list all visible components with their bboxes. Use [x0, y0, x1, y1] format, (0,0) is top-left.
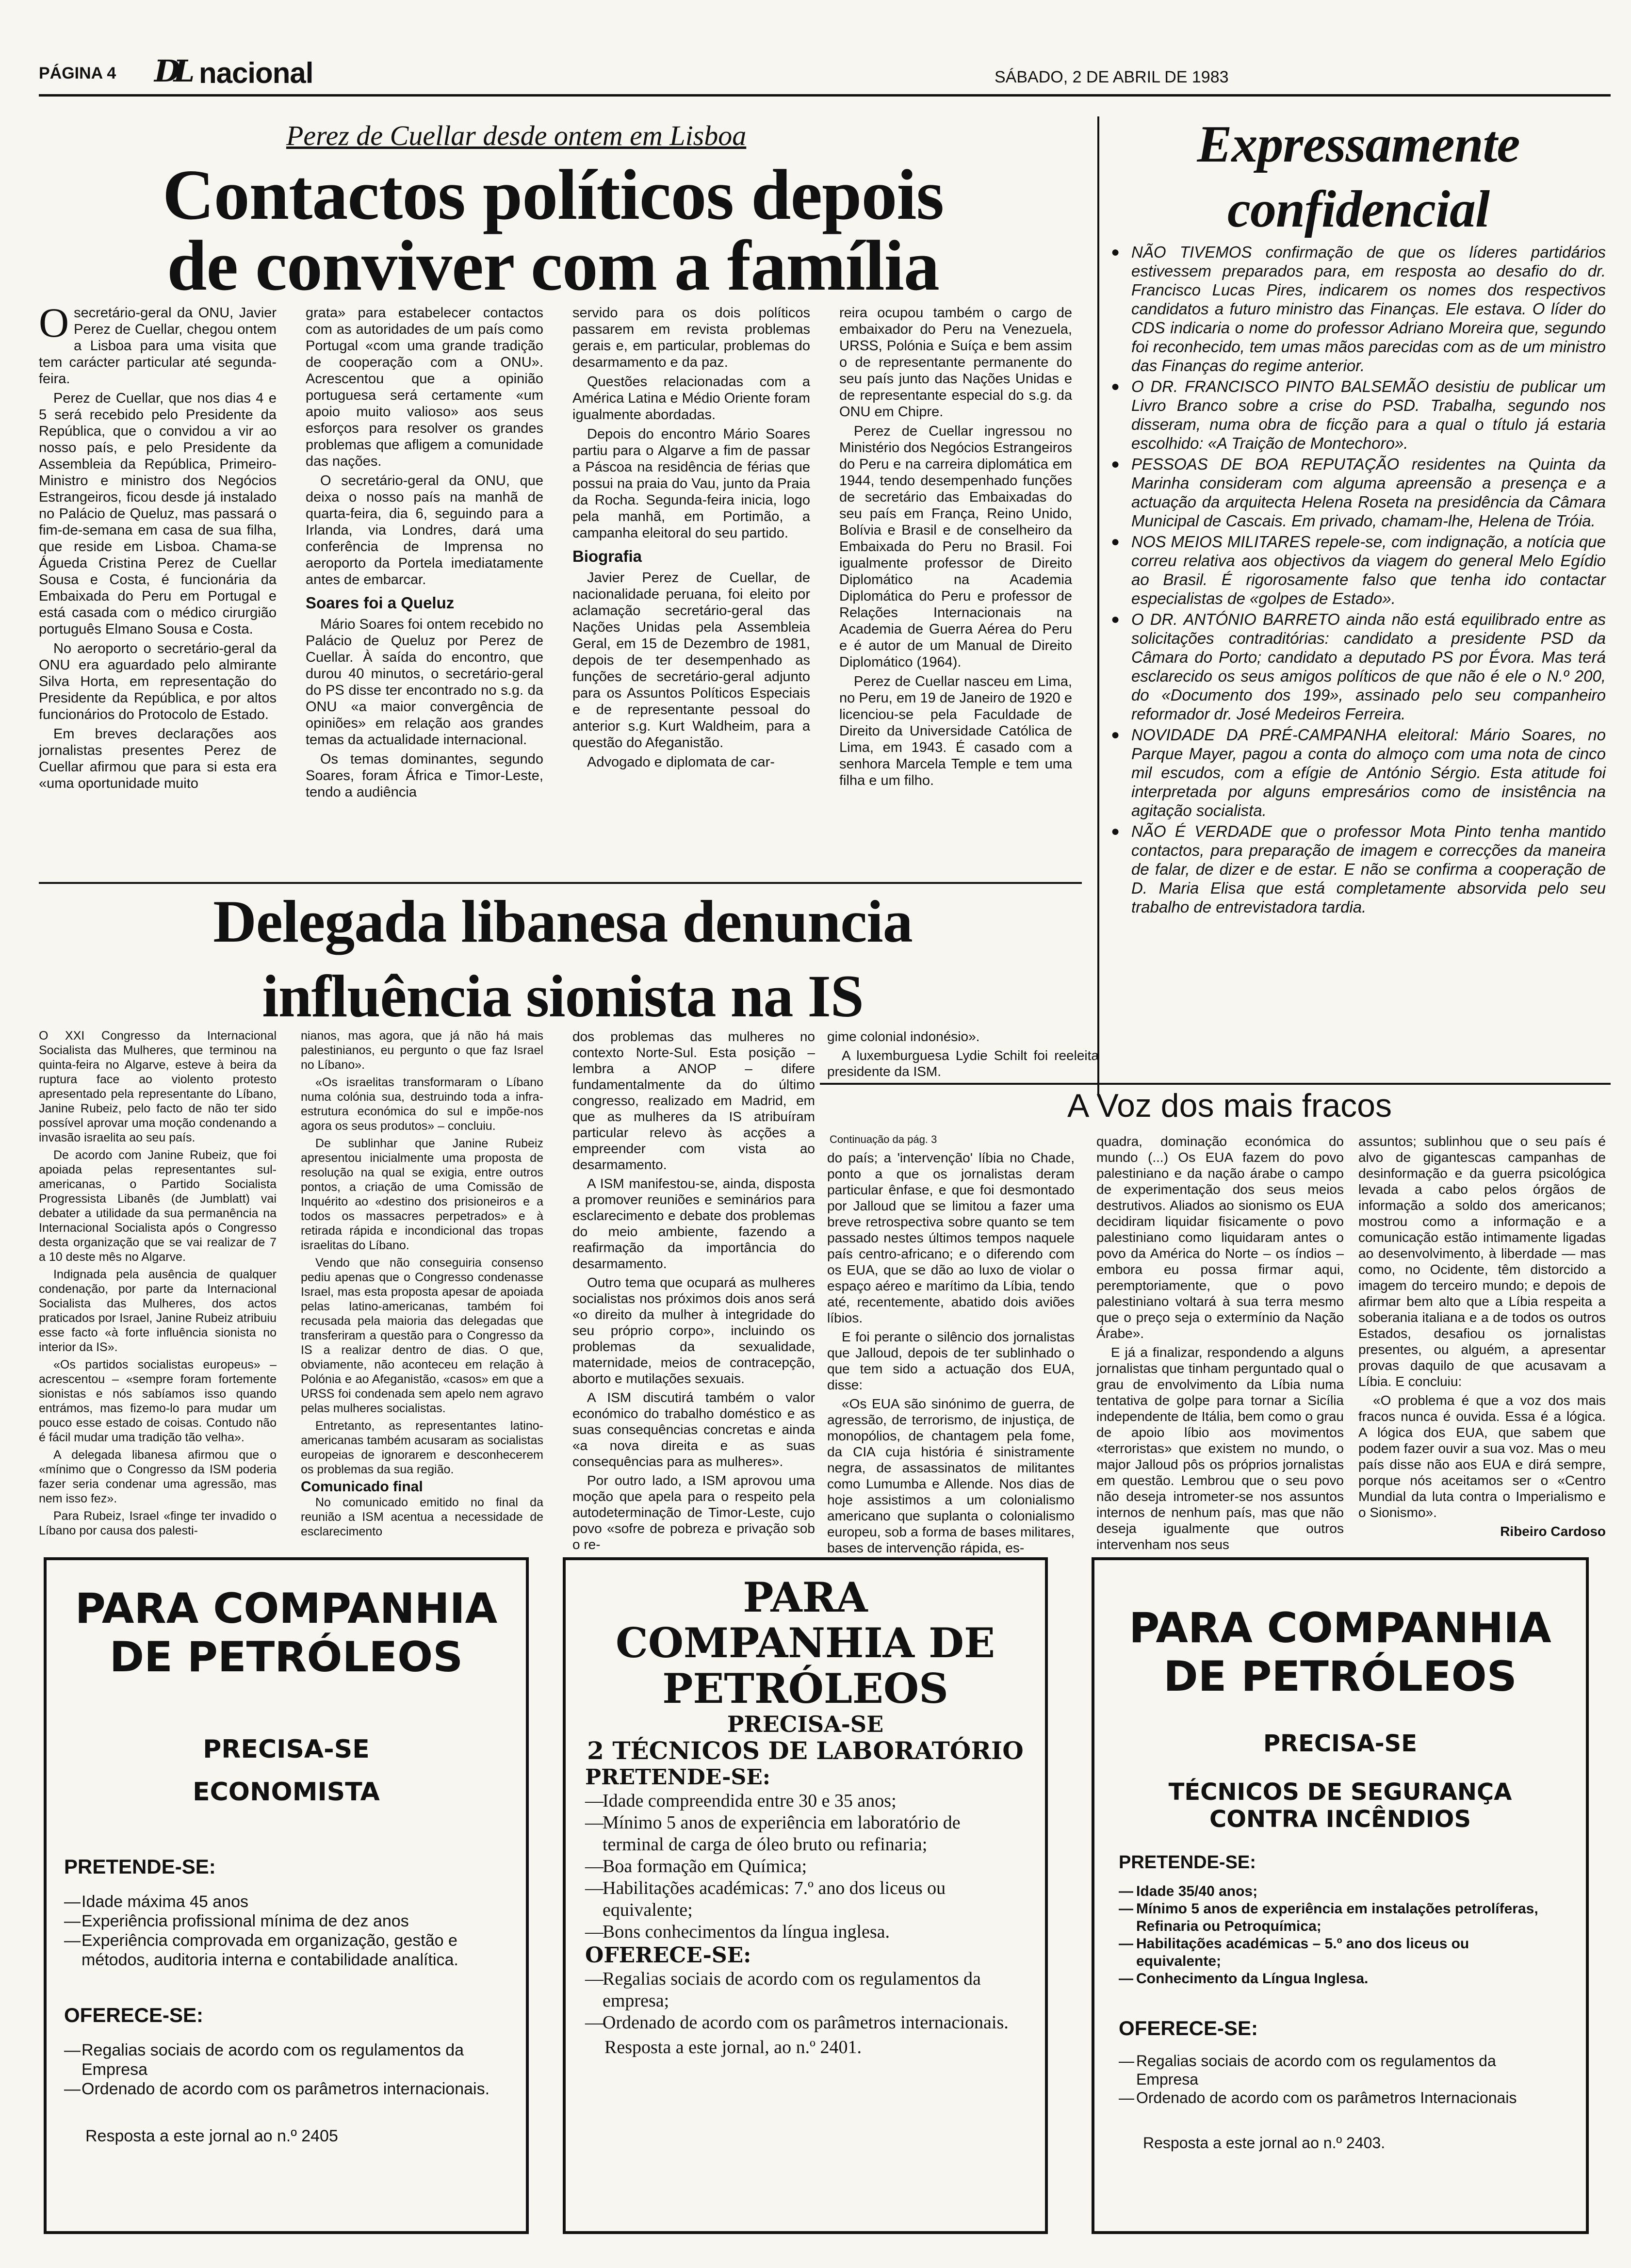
article1-subhead-soares: Soares foi a Queluz [306, 594, 455, 612]
article1-paragraph: Depois do encontro Mário Soares partiu para o Algarve a fim de passar a Páscoa na residência de férias que possui na praia do Vau, junto da Praia da Rocha. Segunda-feira inicia, logo pela manhã, em Portimão, a campanha eleitoral do seu partido. [572, 426, 810, 541]
article2-subhead: Comunicado final [301, 1479, 423, 1495]
article3-title: A Voz dos mais fracos [1067, 1087, 1392, 1124]
ad-requirement: — Idade compreendida entre 30 e 35 anos; [585, 1790, 1012, 1812]
article3-continuation: Continuação da pág. 3 [830, 1133, 937, 1145]
ad-requirement: — Experiência profissional mínima de dez anos [64, 1911, 491, 1931]
ad-requirement: — Bons conhecimentos da língua inglesa. [585, 1921, 1012, 1943]
article2-paragraph: «Os partidos socialistas europeus» – acrescentou – «sempre foram fortemente sionistas e nós sabíamos isso quando entrámos, mas fizemo-lo para mudar um pouco esse estado de coisas. Contudo não é fácil mudar uma tradição tão velha». [39, 1358, 277, 1444]
sidebar-item: ● O DR. ANTÓNIO BARRETO ainda não está equilibrado entre as solicitações contraditórias: candidato a presidente PSD da Câmara do Porto; candidato a deputado PS por Évora. Mas terá esclarecido os seus amigos políticos de que não é ele o N.º 200, do «Documento dos 199», assinado pelo seu companheiro reformador dr. José Medeiros Ferreira. [1111, 610, 1606, 723]
page-number: PÁGINA 4 [39, 64, 116, 82]
article1-col2 [306, 305, 543, 803]
ad-title-line2: DE PETRÓLEOS [1163, 1652, 1517, 1701]
sidebar-item: ● PESSOAS DE BOA REPUTAÇÃO residentes na Quinta da Marinha consideram com alguma apreensão a presença e a actuação da arquitecta Helena Roseta na presidência da Câmara Municipal de Cascais. Em privado, chamam-lhe, Helena de Tróia. [1111, 455, 1606, 530]
article1-bottom-rule [39, 882, 1082, 884]
article2-paragraph: Outro tema que ocupará as mulheres socialistas nos próximos dois anos será «o direito da mulher à integridade do seu próprio corpo», incluindo os problemas da sexualidade, maternidade, meios de contracepção, aborto e mutilações sexuais. [572, 1275, 815, 1386]
ad-title-line1: PARA COMPANHIA [75, 1584, 498, 1633]
masthead-rule [39, 94, 1611, 97]
ad-oferece: OFERECE-SE: [1119, 2017, 1258, 2040]
article1-paragraph: secretário-geral da ONU, Javier Perez de Cuellar, chegou ontem a Lisboa para uma visita que tem carácter particular até segunda-feira. [39, 305, 277, 387]
ad-oferece: OFERECE-SE: [64, 2004, 204, 2026]
article1-paragraph: grata» para estabelecer contactos com as autoridades de um país como Portugal «com uma grande tradição de cooperação com a ONU». Acrescentou que a opinião portuguesa será certamente «um apoio muito valioso» aos seus esforços para resolver os grandes problemas que afligem a comunidade das nações. [306, 305, 543, 469]
article3-paragraph: E foi perante o silêncio dos jornalistas que Jalloud, depois de ter sublinhado o que tem sido a actuação dos EUA, disse: [827, 1329, 1075, 1392]
article1-paragraph: Advogado e diplomata de car- [587, 754, 775, 770]
article1-paragraph: Javier Perez de Cuellar, de nacionalidade peruana, foi eleito por aclamação secretário-geral das Nações Unidas pela Assembleia Geral, em 15 de Dezembro de 1981, depois de ter desempenhado as funções de secretário-geral adjunto para os Assuntos Políticos Especiais e de representante pessoal do anterior s.g. Kurt Waldheim, para a questão do Afeganistão. [572, 570, 810, 751]
article3-col1 [827, 1150, 1075, 1559]
ad-title-line1: PARA [743, 1573, 868, 1621]
article2-title-line2: influência sionista na IS [262, 963, 864, 1029]
article2-paragraph: De acordo com Janine Rubeiz, que foi apoiada pelas representantes sul-americanas, o Partido Socialista Progressista Libanês (de Jumblatt) vai debater a utilidade da sua permanência na Internacional Socialista após o Congresso desta organização que se vai realizar de 7 a 10 deste mês no Algarve. [39, 1148, 277, 1264]
article2-col3 [572, 1028, 815, 1555]
article3-paragraph: assuntos; sublinhou que o seu país é alvo de gigantescas campanhas de desinformação e da guerra psicológica levada a cabo pelos órgãos de informação a soldo dos americanos; mostrou como a informação e a comunicação estão intimamente ligadas ao desenvolvimento, à liberdade — mas como, no Ocidente, têm distorcido a imagem do terceiro mundo; e depois de afirmar bem alto que a Líbia respeita a soberania italiana e a de todos os outros Estados, desafiou os jornalistas presentes, ou alguém, a apresentar provas daquilo de que acusavam a Líbia. E concluiu: [1358, 1134, 1606, 1389]
ad-benefit: — Ordenado de acordo com os parâmetros Internacionais [1119, 2089, 1555, 2107]
ad-role: ECONOMISTA [193, 1778, 380, 1807]
article2-paragraph: dos problemas das mulheres no contexto Norte-Sul. Esta posição – lembra a ANOP – difere fundamentalmente da do último congresso, realizado em Madrid, em que as mulheres da IS atribuíram particular relevo às acções a empreender com vista ao desarmamento. [572, 1029, 815, 1172]
article2-paragraph: Entretanto, as representantes latino-americanas também acusaram as socialistas europeias de ignorarem e desconhecerem os problemas da sua região. [301, 1419, 543, 1476]
ad-oferece-list [585, 1968, 1012, 2034]
article2-paragraph: Indignada pela ausência de qualquer condenação, por parte da Internacional Socialista das Mulheres, dos actos praticados por Israel, Janine Rubeiz atribuiu esse facto «à forte influência sionista no interior da IS». [39, 1268, 277, 1354]
ad-requirement: — Boa formação em Química; [585, 1856, 1012, 1877]
article2-paragraph: «Os israelitas transformaram o Líbano numa colónia sua, destruindo toda a infra-estrutura económica do sul e impõe-nos agora os seus produtos» – concluiu. [301, 1076, 543, 1133]
ad-pretende-list [585, 1790, 1012, 1943]
ad-pretende-list [1119, 1883, 1555, 1988]
article1-title-line1: Contactos políticos depois [162, 155, 944, 235]
ad-benefit: — Regalias sociais de acordo com os regulamentos da empresa; [585, 1968, 1012, 2012]
article3-paragraph: «O problema é que a voz dos mais fracos nunca é ouvida. Essa é a lógica. A lógica dos EUA, que sabem que podem fazer ouvir a sua voz. Mas o meu país disse não aos EUA e dirá sempre, porque nós aceitamos ser o «Centro Mundial da luta contra o Imperialismo e o Sionismo». [1358, 1393, 1606, 1520]
article1-paragraph: Questões relacionadas com a América Latina e Médio Oriente foram igualmente abordadas. [572, 374, 810, 423]
article1-paragraph: Perez de Cuellar ingressou no Ministério dos Negócios Estrangeiros do Peru e na carreira diplomática em 1944, tendo desempenhado funções de secretário das Embaixadas do seu país em França, Reino Unido, Bolívia e Brasil e de conselheiro da Embaixada do Peru no Brasil. Foi igualmente professor de Direito Diplomático na Academia Diplomática do Peru e professor de Relações Internacionais na Academia de Guerra Aérea do Peru e é autor de um Manual de Direito Diplomático (1964). [839, 424, 1072, 670]
ad-precisa: PRECISA-SE [727, 1711, 884, 1737]
ad-benefit: — Regalias sociais de acordo com os regulamentos da Empresa [1119, 2052, 1555, 2089]
article2-paragraph: Por outro lado, a ISM aprovou uma moção que apela para o respeito pela autodeterminação de Timor-Leste, cujo povo «sofre de pobreza e privação sob o re- [572, 1473, 815, 1552]
article1-paragraph: Perez de Cuellar, que nos dias 4 e 5 será recebido pelo Presidente da República, que o convidou a vir ao nosso país, e pelo Presidente da Assembleia da República, Primeiro-Ministro e ministro dos Negócios Estrangeiros, ficou desde já instalado no Palácio de Queluz, mas passará o fim-de-semana em casa de sua filha, que reside em Lisboa. Chama-se Águeda Cristina Perez de Cuellar Sousa e Costa, é funcionária da Embaixada do Peru em Portugal e está casada com o médico cirurgião português Elmano Sousa e Costa. [39, 391, 277, 637]
sidebar-item: ● NOVIDADE DA PRÉ-CAMPANHA eleitoral: Mário Soares, no Parque Mayer, pagou a conta do almoço com uma nota de cinco mil escudos, com a efígie de António Sérgio. Esta atitude foi interpretada por alguns empresários como de insistência na agitação socialista. [1111, 725, 1606, 820]
ad-oferece-list [1119, 2052, 1555, 2107]
article2-paragraph: gime colonial indonésio». [827, 1029, 980, 1044]
ad-precisa: PRECISA-SE [203, 1735, 370, 1764]
ad-requirement: — Habilitações académicas – 5.º ano dos liceus ou equivalente; [1119, 1935, 1555, 1970]
ad-benefit: — Ordenado de acordo com os parâmetros internacionais. [64, 2079, 491, 2099]
sidebar-item: ● NÃO TIVEMOS confirmação de que os líderes partidários estivessem preparados para, em resposta ao desafio do dr. Francisco Lucas Pires, indicarem os nomes dos respectivos candidatos a futuro ministro das Finanças. Ele estava. O líder do CDS indicaria o nome do professor Adriano Moreira que, segundo foi reconhecido, tem umas mãos parecidas com as de um ministro das Finanças do regime anterior. [1111, 243, 1606, 375]
article2-col2 [301, 1028, 543, 1542]
ad-benefit: — Ordenado de acordo com os parâmetros internacionais. [585, 2012, 1012, 2034]
article1-paragraph: servido para os dois políticos passarem em revista problemas gerais e, em particular, problemas do desarmamento e da paz. [572, 305, 810, 370]
article1-paragraph: Em breves declarações aos jornalistas presentes Perez de Cuellar afirmou que para si esta era «uma oportunidade muito [39, 726, 277, 791]
ad-reply: Resposta a este jornal ao n.º 2405 [85, 2127, 338, 2145]
ad-pretende: PRETENDE-SE: [64, 1855, 216, 1878]
classified-ad-laboratorio [563, 1557, 1048, 2234]
dropcap: O [39, 299, 69, 346]
ad-requirement: — Mínimo 5 anos de experiência em instalações petrolíferas, Refinaria ou Petroquímica; [1119, 1900, 1555, 1935]
article2-col4 [827, 1028, 1099, 1082]
ad-title-line1: PARA COMPANHIA [1129, 1604, 1551, 1652]
article2-paragraph: Vendo que não conseguiria consenso pediu apenas que o Congresso condenasse Israel, mas esta proposta apesar de apoiada pelas latino-americanas, também foi recusada pela maioria das delegadas que transferiram a questão para o Congresso da IS a realizar dentro de dias. O que, obviamente, não aconteceu em relação à Polónia e ao Afeganistão, «casos» em que a URSS foi condenada sem apelo nem agravo pelas mulheres socialistas. [301, 1256, 543, 1415]
ad-pretende: PRETENDE-SE: [1119, 1852, 1256, 1873]
article2-paragraph: A ISM manifestou-se, ainda, disposta a promover reuniões e seminários para esclarecimento e debate dos problemas do meio ambiente, fazendo a reafirmação da importância do desarmamento. [572, 1176, 815, 1271]
sidebar-title-line1: Expressamente [1197, 115, 1520, 173]
article2-paragraph: De sublinhar que Janine Rubeiz apresentou inicialmente uma proposta de resolução na qual se exigia, entre outros pontos, a criação de uma Comissão de Inquérito ao «destino dos prisioneiros e a todos os massacres perpetrados» e à retirada rápida e incondicional das tropas israelitas do Líbano. [301, 1137, 543, 1252]
article3-col2 [1096, 1133, 1344, 1555]
article2-col1 [39, 1028, 277, 1541]
article1-title-line2: de conviver com a família [167, 226, 939, 306]
article2-paragraph: No comunicado emitido no final da reunião a ISM acentua a necessidade de esclarecimento [301, 1496, 543, 1538]
ad-title-line2: COMPANHIA DE [616, 1619, 995, 1667]
article1-col1 [39, 299, 277, 795]
ad-requirement: — Experiência comprovada em organização, gestão e métodos, auditoria interna e contabilidade analítica. [64, 1931, 491, 1970]
article2-paragraph: Para Rubeiz, Israel «finge ter invadido o Líbano por causa dos palesti- [39, 1509, 277, 1537]
ad-precisa: PRECISA-SE [1263, 1730, 1417, 1757]
article1-paragraph: reira ocupou também o cargo de embaixador do Peru na Venezuela, URSS, Polónia e Suíça e bem assim o de representante permanente do seu país junto das Nações Unidas e de representante especial do s.g. da ONU em Chipre. [839, 305, 1072, 420]
ad-title-line3: PETRÓLEOS [662, 1664, 948, 1713]
article3-author: Ribeiro Cardoso [1500, 1524, 1606, 1539]
article1-paragraph: Perez de Cuellar nasceu em Lima, no Peru, em 19 de Janeiro de 1920 e licenciou-se pela Faculdade de Direito da Universidade Católica de Lima, em 1943. É casado com a senhora Marcela Temple e tem uma filha e um filho. [839, 674, 1072, 788]
sidebar-item: ● NÃO É VERDADE que o professor Mota Pinto tenha mantido contactos, para preparação de imagem e correcções da maneira de falar, de dizer e de estar. E não se confirma a cooperação de D. Maria Elisa que está completamente absorvida pelo seu trabalho de entrevistadora tardia. [1111, 822, 1606, 916]
ad-reply: Resposta a este jornal ao n.º 2403. [1143, 2134, 1386, 2152]
article1-paragraph: No aeroporto o secretário-geral da ONU era aguardado pelo almirante Silva Horta, em representação do Presidente da República, e por altos funcionários do Protocolo de Estado. [39, 641, 277, 722]
classified-ad-economista [44, 1557, 529, 2234]
article1-paragraph: Mário Soares foi ontem recebido no Palácio de Queluz por Perez de Cuellar. À saída do encontro, que durou 40 minutos, o secretário-geral do PS disse ter encontrado no s.g. da ONU «a maior convergência de opiniões» em relação aos grandes temas da actualidade internacional. [306, 617, 543, 748]
article2-paragraph: nianos, mas agora, que já não há mais palestinianos, eu pergunto o que faz Israel no Líbano». [301, 1029, 543, 1072]
sidebar-item: ● NOS MEIOS MILITARES repele-se, com indignação, a notícia que correu relativa aos objectivos da viagem do general Melo Egídio ao Brasil. É rigorosamente falso que tenha ido contactar especialistas de «golpes de Estado». [1111, 532, 1606, 608]
sidebar-item: ● O DR. FRANCISCO PINTO BALSEMÃO desistiu de publicar um Livro Branco sobre a crise do PSD. Trabalha, segundo nos disseram, numa obra de ficção para a qual o título já estaria escolhido: «A Traição de Montechoro». [1111, 377, 1606, 453]
ad-role-line1: TÉCNICOS DE SEGURANÇA [1168, 1779, 1512, 1806]
article1-col3 [572, 305, 810, 773]
logo-mark: DL [154, 53, 188, 89]
article3-top-rule [820, 1083, 1611, 1085]
article1-paragraph: Os temas dominantes, segundo Soares, foram África e Timor-Leste, tendo a audiência [306, 751, 543, 800]
ad-benefit: — Regalias sociais de acordo com os regulamentos da Empresa [64, 2040, 491, 2079]
article1-paragraph: O secretário-geral da ONU, que deixa o nosso país na manhã de quarta-feira, dia 6, seguindo para a Irlanda, via Londres, dará uma conferência de Imprensa no aeroporto da Portela imediatamente antes de embarcar. [306, 473, 543, 587]
section-name: nacional [199, 57, 313, 89]
article3-paragraph: quadra, dominação económica do mundo (...) Os EUA fazem do povo palestiniano e da nação árabe o campo de experimentação dos seus meios destrutivos. Aliados ao sionismo os EUA decidiram liquidar fisicamente o povo palestiniano como liquidaram antes o povo da América do Norte – os índios – embora eu possa firmar aqui, peremptoriamente, que o povo palestiniano voltará à sua terra mesmo que o preço seja o extermínio da Nação Árabe». [1096, 1134, 1344, 1341]
ad-requirement: — Conhecimento da Língua Inglesa. [1119, 1970, 1555, 1988]
ad-pretende: PRETENDE-SE: [585, 1765, 771, 1790]
ad-title-line2: DE PETRÓLEOS [109, 1633, 463, 1681]
article2-paragraph: A ISM discutirá também o valor económico do trabalho doméstico e as suas consequências concretas e ainda «a nova direita e as suas consequências para as mulheres». [572, 1390, 815, 1469]
ad-role: 2 TÉCNICOS DE LABORATÓRIO [587, 1736, 1024, 1765]
article3-paragraph: do país; a 'intervenção' líbia no Chade, ponto a que os jornalistas deram particular ênfase, e que foi desmontado por Jalloud que se limitou a fazer uma breve retrospectiva sobre quanto se tem passado nestes últimos tempos naquele país centro-africano; e o diferendo com os EUA, que se dão ao luxo de violar o espaço aéreo e marítimo da Líbia, tendo até, recentemente, abatido dois aviões líbios. [827, 1150, 1075, 1325]
ad-reply: Resposta a este jornal, ao n.º 2401. [604, 2037, 862, 2057]
sidebar-items [1111, 243, 1606, 918]
article1-subhead-biografia: Biografia [572, 547, 642, 565]
sidebar-title-line2: confidencial [1227, 180, 1489, 238]
article3-paragraph: E já a finalizar, respondendo a alguns jornalistas que tinham perguntado qual o grau de envolvimento da Líbia numa tentativa de golpe para tornar a Sicília independente de Itália, bem como o grau de apoio líbio aos movimentos «terroristas» que existem no mundo, o major Jalloud pôs os próprios jornalistas em questão. Lembrou que o seu povo não deseja intrometer-se nos assuntos internos de nenhum país, mas que não deseja igualmente que outros intervenham nos seus [1096, 1345, 1344, 1552]
ad-requirement: — Habilitações académicas: 7.º ano dos liceus ou equivalente; [585, 1877, 1012, 1921]
article1-col4 [839, 305, 1072, 792]
article1-kicker: Perez de Cuellar desde ontem em Lisboa [286, 120, 747, 151]
sidebar-divider [1097, 116, 1099, 1096]
article2-paragraph: A luxemburguesa Lydie Schilt foi reeleita presidente da ISM. [827, 1048, 1099, 1079]
ad-requirement: — Idade máxima 45 anos [64, 1892, 491, 1911]
issue-date: SÁBADO, 2 DE ABRIL DE 1983 [995, 68, 1229, 86]
article2-paragraph: O XXI Congresso da Internacional Socialista das Mulheres, que terminou na quinta-feira no Algarve, esteve à beira da ruptura face ao violento protesto apresentado pela representante do Líbano, Janine Rubeiz, pelo facto de não ter sido possível aprovar uma moção condenando a invasão israelita ao seu país. [39, 1029, 277, 1144]
ad-requirement: — Idade 35/40 anos; [1119, 1883, 1555, 1900]
ad-requirement: — Mínimo 5 anos de experiência em laboratório de terminal de carga de óleo bruto ou refinaria; [585, 1812, 1012, 1856]
ad-oferece-list [64, 2040, 491, 2099]
ad-oferece: OFERECE-SE: [585, 1943, 751, 1968]
classified-ad-seguranca [1092, 1557, 1589, 2234]
article2-paragraph: A delegada libanesa afirmou que o «mínimo que o Congresso da ISM poderia fazer seria condenar uma agressão, mas nem isso fez». [39, 1448, 277, 1505]
article2-title-line1: Delegada libanesa denuncia [213, 888, 913, 955]
ad-pretende-list [64, 1892, 491, 1970]
ad-role-line2: CONTRA INCÊNDIOS [1209, 1806, 1471, 1833]
article3-paragraph: «Os EUA são sinónimo de guerra, de agressão, de terrorismo, de injustiça, de monopólios, de chantagem pela fome, da CIA cuja história é sinistramente negra, de assassinatos de militantes como Lumumba e Allende. Nos dias de hoje assistimos a um colonialismo americano que suplanta o colonialismo europeu, sob a forma de bases militares, bases de intervenção rápida, es- [827, 1396, 1075, 1555]
article3-col3 [1358, 1133, 1606, 1539]
